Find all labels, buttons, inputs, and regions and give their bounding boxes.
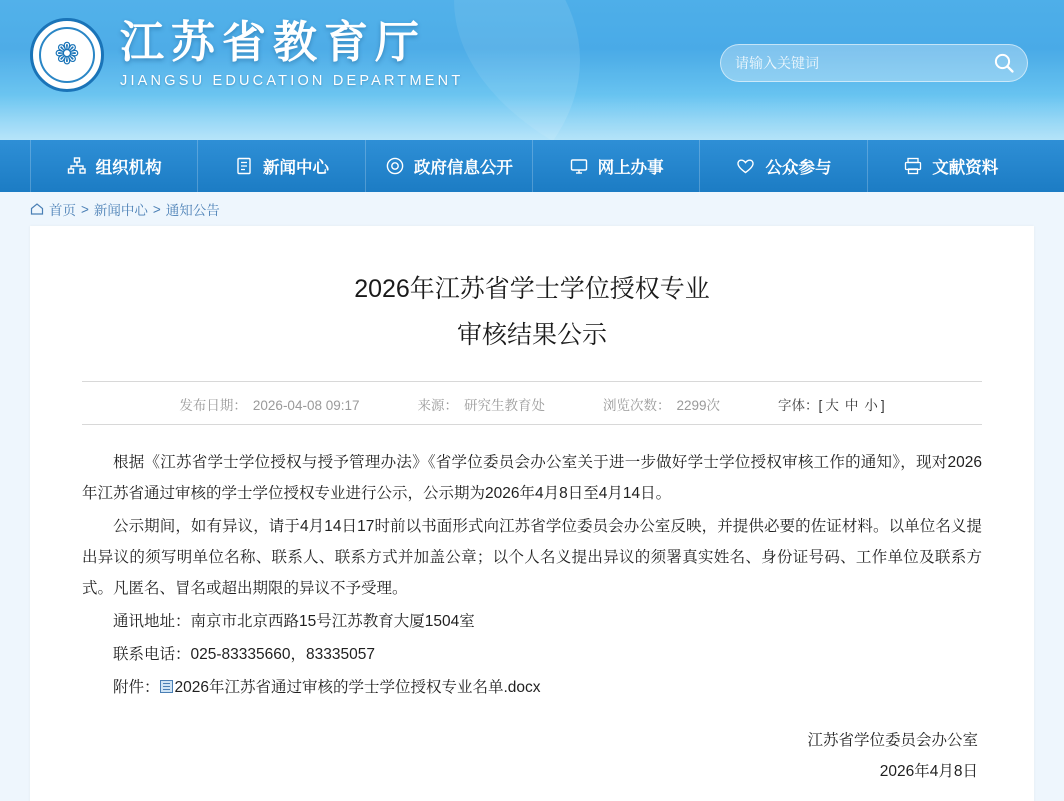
breadcrumb — [0, 192, 1064, 226]
font-size-options[interactable] — [819, 398, 885, 413]
breadcrumb-separator: > — [152, 201, 161, 217]
nav-label: 新闻中心 — [262, 159, 329, 177]
meta-source — [418, 394, 546, 414]
nav-label: 公众参与 — [765, 159, 832, 177]
nav-item-news[interactable] — [198, 140, 365, 192]
article-meta — [82, 381, 982, 424]
logo-inner-ring — [39, 27, 95, 83]
brand-text — [120, 17, 464, 90]
meta-divider — [82, 424, 982, 425]
meta-publish-label: 发布日期： — [179, 397, 247, 413]
nav-label: 政府信息公开 — [413, 159, 513, 177]
site-logo — [30, 18, 104, 92]
disclosure-icon — [385, 156, 405, 176]
signature-date: 2026年4月8日 — [879, 762, 978, 780]
meta-source-value: 研究生教育处 — [464, 397, 545, 413]
breadcrumb-item-notice[interactable]: 通知公告 — [165, 203, 220, 218]
logo-emblem-icon: ❁ — [54, 38, 80, 71]
nav-item-documents[interactable] — [868, 140, 1034, 192]
signature-org: 江苏省学位委员会办公室 — [807, 731, 978, 749]
nav-item-online-service[interactable] — [533, 140, 700, 192]
font-size-control[interactable] — [778, 394, 885, 414]
page-title-line1: 2026年江苏省学士学位授权专业 — [354, 275, 710, 303]
bracket-right: ] — [880, 397, 885, 413]
heart-icon — [735, 156, 756, 176]
article-paragraph: 公示期间，如有异议，请于4月14日17时前以书面形式向江苏省学位委员会办公室反映，并提供必要的佐证材料。以单位名义提出异议的须写明单位名称、联系人、联系方式并加盖公章；以个人名义提出异议的须署真实姓名、身份证号码、工作单位及联系方式。凡匿名、冒名或超出期限的异议不予受理。 — [82, 517, 982, 597]
nav-label: 组织机构 — [95, 159, 162, 177]
search-icon — [993, 52, 1015, 74]
nav-item-disclosure[interactable] — [366, 140, 533, 192]
article-address: 通讯地址：南京市北京西路15号江苏教育大厦1504室 — [113, 612, 475, 630]
document-icon — [234, 156, 254, 176]
main-nav[interactable] — [0, 140, 1064, 192]
nav-label: 网上办事 — [597, 159, 664, 177]
meta-publish-value: 2026-04-08 09:17 — [252, 397, 360, 413]
site-name-cn: 江苏省教育厅 — [120, 17, 426, 69]
site-brand[interactable] — [30, 18, 463, 92]
site-header — [0, 0, 1064, 140]
article-phone: 联系电话：025-83335660，83335057 — [113, 645, 375, 663]
printer-icon — [903, 156, 923, 176]
attachment-label: 附件： — [113, 678, 160, 696]
meta-source-label: 来源： — [417, 397, 458, 413]
page-title — [82, 266, 982, 359]
search-button[interactable] — [981, 45, 1027, 81]
home-icon — [30, 202, 44, 216]
meta-views-label: 浏览次数： — [603, 397, 671, 413]
article-body — [82, 447, 982, 703]
meta-views — [603, 394, 720, 414]
font-size-medium[interactable]: 中 — [844, 397, 859, 413]
bracket-left: [ — [818, 397, 823, 413]
meta-publish-date — [179, 394, 359, 414]
font-size-label: 字体： — [778, 397, 819, 413]
nav-item-organization[interactable] — [30, 140, 198, 192]
breadcrumb-separator: > — [81, 201, 89, 217]
meta-views-value: 2299次 — [676, 397, 721, 413]
search-box[interactable] — [720, 44, 1028, 82]
article-card — [30, 226, 1034, 801]
attachment-row — [82, 672, 982, 703]
font-size-large[interactable]: 大 — [825, 397, 839, 413]
breadcrumb-item-news[interactable]: 新闻中心 — [93, 203, 148, 218]
nav-label: 文献资料 — [932, 159, 999, 177]
doc-file-icon — [160, 680, 173, 693]
search-input[interactable] — [721, 55, 981, 71]
org-chart-icon — [67, 156, 87, 176]
page-title-line2: 审核结果公示 — [456, 321, 607, 350]
article-signature — [82, 725, 982, 787]
breadcrumb-item-home[interactable]: 首页 — [49, 203, 76, 218]
page-wrap — [0, 226, 1064, 801]
font-size-small[interactable]: 小 — [864, 397, 878, 413]
attachment-link[interactable]: 2026年江苏省通过审核的学士学位授权专业名单.docx — [174, 678, 541, 696]
header-wave-decoration — [0, 94, 1064, 140]
monitor-icon — [569, 156, 589, 176]
article-paragraph: 根据《江苏省学士学位授权与授予管理办法》《省学位委员会办公室关于进一步做好学士学位授权审核工作的通知》，现对2026年江苏省通过审核的学士学位授权专业进行公示，公示期为2026年4月8日至4月14日。 — [82, 453, 982, 502]
site-name-en: JIANGSU EDUCATION DEPARTMENT — [120, 73, 464, 90]
nav-item-public-participation[interactable] — [700, 140, 867, 192]
